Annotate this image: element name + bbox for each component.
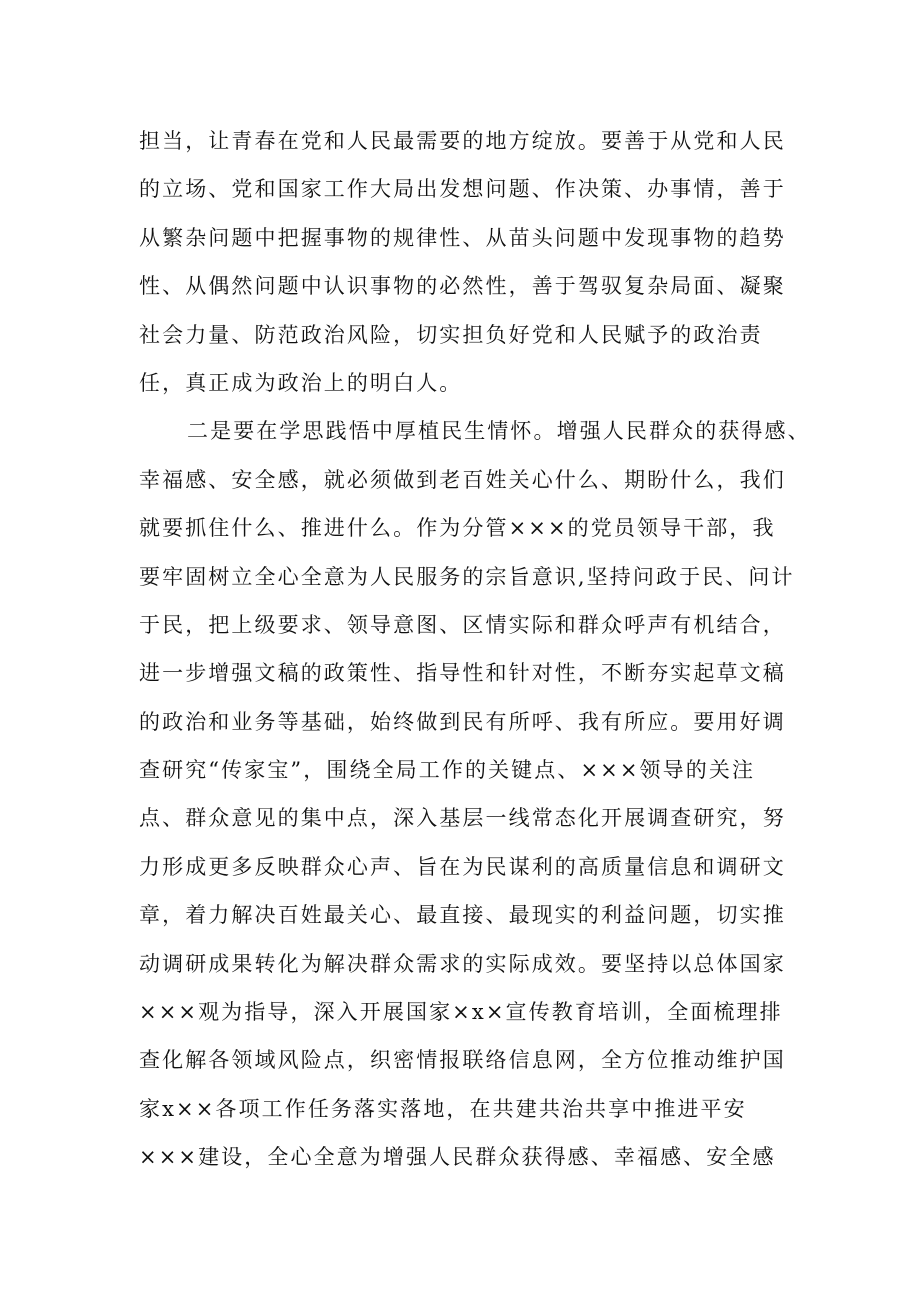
text-line: 进一步增强文稿的政策性、指导性和针对性，不断夯实起草文稿 xyxy=(139,661,786,686)
text-line: 的立场、党和国家工作大局出发想问题、作决策、办事情，善于 xyxy=(139,177,786,202)
text-line: 担当，让青春在党和人民最需要的地方绽放。要善于从党和人民 xyxy=(139,129,786,153)
text-line: ×××建设，全心全意为增强人民群众获得感、幸福感、安全感 xyxy=(139,1145,776,1170)
text-line: ×××观为指导，深入开展国家×x×宣传教育培训，全面梳理排 xyxy=(139,1000,783,1025)
text-line: 要牢固树立全心全意为人民服务的宗旨意识,坚持问政于民、问计 xyxy=(139,564,795,589)
text-line: 二是要在学思践悟中厚植民生情怀。增强人民群众的获得感、 xyxy=(187,419,811,444)
body-text xyxy=(139,117,811,1182)
text-line: 于民，把上级要求、领导意图、区情实际和群众呼声有机结合， xyxy=(139,612,786,637)
text-line: 的政治和业务等基础，始终做到民有所呼、我有所应。要用好调 xyxy=(139,709,786,734)
text-line: 社会力量、防范政治风险，切实担负好党和人民赋予的政治责 xyxy=(139,322,763,347)
text-line: 幸福感、安全感，就必须做到老百姓关心什么、期盼什么，我们 xyxy=(139,467,786,492)
text-line: 章，着力解决百姓最关心、最直接、最现实的利益问题，切实推 xyxy=(139,903,786,928)
text-line: 查化解各领域风险点，织密情报联络信息网，全方位推动维护国 xyxy=(139,1048,786,1073)
text-line: 从繁杂问题中把握事物的规律性、从苗头问题中发现事物的趋势 xyxy=(139,225,786,250)
text-line: 就要抓住什么、推进什么。作为分管×××的党员领导干部，我 xyxy=(139,516,776,541)
text-line: 家x××各项工作任务落实落地，在共建共治共享中推进平安 xyxy=(139,1096,747,1121)
text-line: 查研究“传家宝”，围绕全局工作的关键点、×××领导的关注 xyxy=(139,758,756,783)
text-line: 动调研成果转化为解决群众需求的实际成效。要坚持以总体国家 xyxy=(139,951,786,976)
text-line: 性、从偶然问题中认识事物的必然性，善于驾驭复杂局面、凝聚 xyxy=(139,274,786,299)
text-line: 点、群众意见的集中点，深入基层一线常态化开展调查研究，努 xyxy=(139,806,786,831)
text-line: 力形成更多反映群众心声、旨在为民谋利的高质量信息和调研文 xyxy=(139,854,786,879)
text-line: 任，真正成为政治上的明白人。 xyxy=(139,370,463,395)
